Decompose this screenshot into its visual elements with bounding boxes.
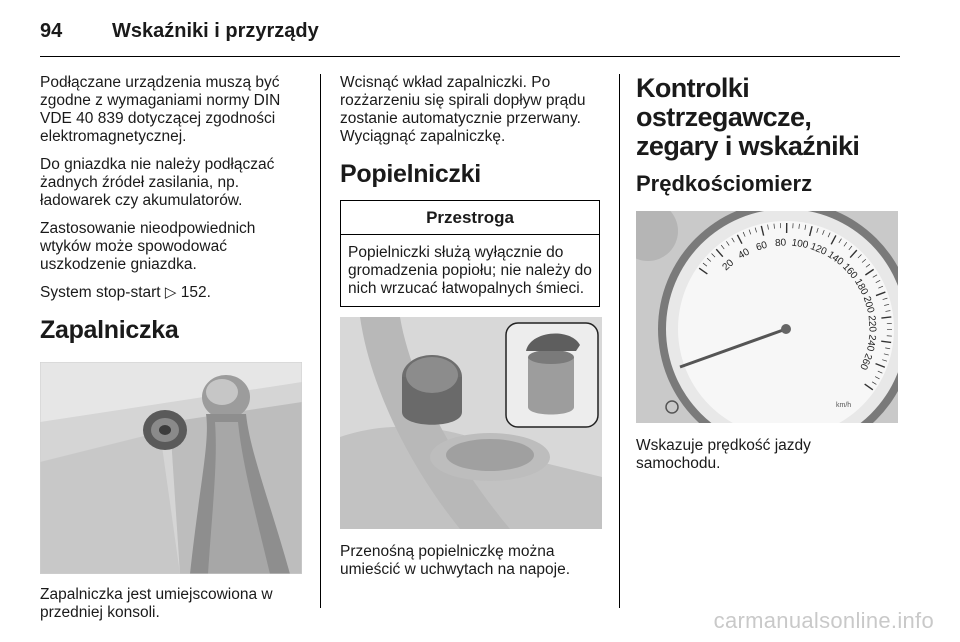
speedo-label: 100: [790, 237, 809, 252]
page-number: 94: [40, 20, 63, 42]
paragraph-unsuitable-plugs: Zastosowanie nieodpowiednich wtyków może spowodować uszkodzenie gniazdka.: [40, 220, 256, 273]
speedo-label: 60: [754, 239, 769, 254]
ashtray-illustration: [340, 317, 602, 529]
section-title-lighter: Zapalniczka: [40, 316, 179, 344]
xref-arrow-icon: ▷: [164, 284, 177, 301]
caution-text: Popielniczki służą wyłącznie do gromadzenia popiołu; nie należy do nich wrzucać łatwopalnych śmieci.: [348, 244, 592, 297]
paragraph-no-power-sources: Do gniazdka nie należy podłączać żadnych źródeł zasilania, np. ładowarek czy akumulatorów.: [40, 156, 275, 209]
column-1: [40, 74, 302, 632]
paragraph-press-lighter: Wcisnąć wkład zapalniczki. Po rozżarzeniu się spirali dopływ prądu zostanie automatycznie przerwany. Wyciągnąć zapalniczkę.: [340, 74, 586, 145]
speedo-label: 180: [852, 277, 870, 297]
speedo-label: 40: [736, 246, 752, 262]
caution-title: Przestroga: [341, 201, 599, 235]
xref-page: 152.: [180, 284, 211, 301]
speedo-label: 20: [720, 257, 737, 274]
speedo-label: 220: [865, 314, 878, 333]
speedo-label: 240: [863, 333, 878, 352]
ashtray-caption: Przenośną popielniczkę można umieścić w uchwytach na napoje.: [340, 543, 571, 578]
page-header: [40, 14, 900, 54]
column-divider-1: [320, 74, 321, 608]
section-title-ashtrays: Popielniczki: [340, 160, 481, 188]
speedo-label: 80: [774, 237, 787, 250]
lighter-illustration: [40, 362, 302, 574]
speedo-label: 140: [825, 249, 846, 268]
speedo-label: 200: [860, 295, 876, 315]
xref-text: System stop-start: [40, 284, 161, 301]
paragraph-emc: Podłączane urządzenia muszą być zgodne z wymaganiami normy DIN VDE 40 839 dotyczącej zgodności elektromagnetycznej.: [40, 74, 281, 145]
speedo-label: 260: [857, 351, 874, 372]
speedometer-caption: Wskazuje prędkość jazdy samochodu.: [636, 437, 811, 472]
speedometer-illustration: [636, 211, 898, 423]
header-divider: [40, 56, 900, 57]
speedo-label: 120: [808, 241, 829, 258]
speed-unit-label: km/h: [836, 402, 852, 409]
chapter-title: Kontrolki ostrzegawcze, zegary i wskaźniki: [636, 73, 860, 161]
speedo-label: 160: [839, 261, 860, 282]
caution-box: [340, 200, 600, 307]
watermark: carmanualsonline.info: [713, 608, 934, 633]
section-title-speedometer: Prędkościomierz: [636, 171, 813, 196]
page-title: Wskaźniki i przyrządy: [112, 20, 319, 42]
column-2: [340, 74, 602, 589]
column-3: [636, 74, 898, 483]
lighter-caption: Zapalniczka jest umiejscowiona w przedniej konsoli.: [40, 586, 273, 621]
cross-reference[interactable]: [40, 284, 302, 302]
column-divider-2: [619, 74, 620, 608]
